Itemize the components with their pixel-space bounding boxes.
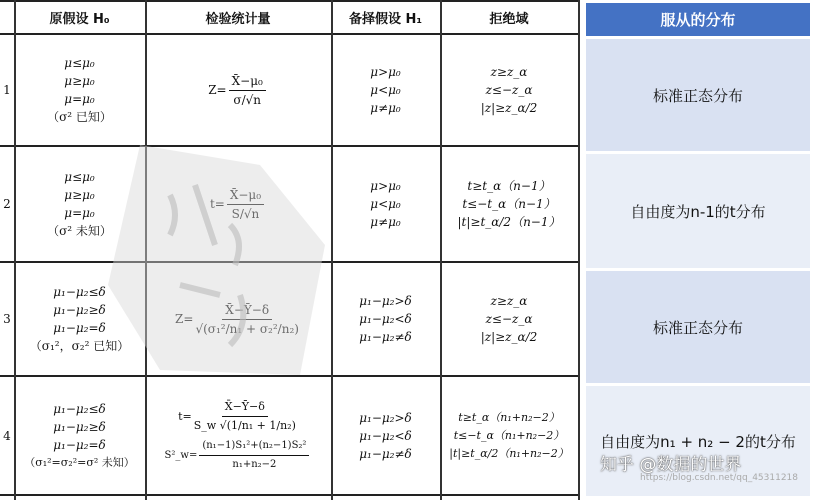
region-cell	[440, 377, 578, 494]
region-cell	[440, 35, 578, 145]
pooled-variance-fraction	[199, 438, 309, 473]
statistic-denominator: σ/√n	[233, 92, 261, 107]
statistic-lhs: t=	[178, 409, 192, 423]
region-line: z≥z_α	[490, 294, 528, 308]
region-cell	[440, 263, 578, 375]
h0-line: μ₁−μ₂≥δ	[53, 303, 106, 317]
statistic-numerator: X̄−μ₀	[229, 73, 266, 91]
header-rejection-region: 拒绝域	[489, 12, 529, 27]
pooled-variance-numerator: (n₁−1)S₁²+(n₂−1)S₂²	[199, 438, 309, 456]
statistic-lhs: t=	[209, 197, 225, 211]
h1-line: μ₁−μ₂<δ	[359, 312, 412, 326]
h1-line: μ≠μ₀	[370, 215, 401, 229]
distribution-panel	[583, 0, 822, 500]
statistic-numerator: X̄−Ȳ−δ	[222, 399, 268, 417]
statistic-numerator: X̄−μ₀	[227, 187, 264, 205]
distribution-cell: 自由度为n₁ + n₂ − 2的t分布	[586, 386, 810, 496]
seal-watermark	[100, 135, 330, 385]
row-index: 3	[3, 312, 11, 326]
h1-line: μ₁−μ₂≠δ	[359, 330, 412, 344]
region-line: |z|≥z_α/2	[480, 101, 538, 115]
header-h1: 备择假设 H₁	[348, 12, 423, 27]
h0-condition: （σ² 未知）	[47, 224, 112, 238]
h0-line: μ≥μ₀	[64, 188, 95, 202]
statistic-fraction	[229, 73, 266, 108]
h0-line: μ₁−μ₂≤δ	[53, 401, 106, 416]
distribution-cell: 标准正态分布	[586, 39, 810, 151]
distribution-header: 服从的分布	[586, 3, 810, 36]
region-line: t≥t_α（n₁+n₂−2）	[458, 410, 560, 424]
h1-line: μ>μ₀	[370, 179, 401, 193]
h0-line: μ≤μ₀	[64, 170, 95, 184]
h1-cell	[331, 377, 440, 494]
region-line: |t|≥t_α/2（n−1）	[457, 215, 561, 229]
h1-line: μ₁−μ₂<δ	[359, 428, 412, 443]
statistic-numerator: X̄−Ȳ−δ	[222, 302, 272, 320]
h1-cell	[331, 147, 440, 261]
h0-line: μ₁−μ₂=δ	[53, 321, 106, 335]
h1-line: μ>μ₀	[370, 65, 401, 79]
row-index: 2	[3, 197, 11, 211]
statistic-fraction	[194, 399, 296, 434]
h1-line: μ₁−μ₂>δ	[359, 294, 412, 308]
h1-line: μ<μ₀	[370, 197, 401, 211]
region-line: z≤−z_α	[485, 312, 533, 326]
h0-cell	[14, 377, 145, 494]
statistic-cell	[145, 377, 331, 494]
region-line: |z|≥z_α/2	[480, 330, 538, 344]
h0-condition: （σ₁²，σ₂² 已知）	[29, 339, 130, 353]
region-line: t≤−t_α（n₁+n₂−2）	[453, 428, 565, 442]
h0-line: μ=μ₀	[64, 92, 95, 106]
header-h0: 原假设 H₀	[49, 12, 110, 27]
statistic-lhs: Z=	[208, 83, 227, 97]
h0-line: μ₁−μ₂≥δ	[53, 419, 106, 434]
row-index: 1	[3, 83, 11, 97]
h1-line: μ₁−μ₂>δ	[359, 410, 412, 425]
pooled-variance-lhs: S²_w=	[164, 449, 198, 461]
statistic-denominator: S_w √(1/n₁ + 1/n₂)	[193, 418, 296, 432]
h0-condition: （σ² 已知）	[47, 110, 112, 124]
table-rule	[0, 494, 578, 496]
region-line: z≤−z_α	[485, 83, 533, 97]
statistic-denominator: S/√n	[231, 206, 260, 221]
distribution-cell: 自由度为n-1的t分布	[586, 154, 810, 268]
region-line: t≥t_α（n−1）	[467, 179, 551, 193]
statistic-cell	[145, 35, 331, 145]
pooled-variance-denominator: n₁+n₂−2	[232, 458, 277, 470]
h0-condition: （σ₁²=σ₂²=σ² 未知）	[24, 455, 135, 469]
h1-line: μ₁−μ₂≠δ	[359, 446, 412, 461]
region-cell	[440, 147, 578, 261]
zhihu-credit-watermark: 知乎 @数据的世界	[600, 455, 742, 475]
h0-line: μ≤μ₀	[64, 56, 95, 70]
h1-cell	[331, 35, 440, 145]
table-rule	[578, 0, 580, 500]
statistic-lhs: Z=	[175, 312, 194, 326]
h1-line: μ≠μ₀	[370, 101, 401, 115]
h0-line: μ=μ₀	[64, 206, 95, 220]
region-line: |t|≥t_α/2（n₁+n₂−2）	[449, 446, 569, 460]
h0-line: μ₁−μ₂≤δ	[53, 285, 106, 299]
region-line: t≤−t_α（n−1）	[462, 197, 556, 211]
h0-line: μ≥μ₀	[64, 74, 95, 88]
header-statistic: 检验统计量	[205, 12, 271, 27]
h1-line: μ<μ₀	[370, 83, 401, 97]
distribution-cell: 标准正态分布	[586, 271, 810, 383]
row-index: 4	[3, 428, 11, 443]
h0-cell	[14, 35, 145, 145]
h0-line: μ₁−μ₂=δ	[53, 437, 106, 452]
region-line: z≥z_α	[490, 65, 528, 79]
statistic-denominator: √(σ₁²/n₁ + σ₂²/n₂)	[195, 321, 299, 336]
blog-url-watermark: https://blog.csdn.net/qq_45311218	[640, 473, 799, 483]
h1-cell	[331, 263, 440, 375]
